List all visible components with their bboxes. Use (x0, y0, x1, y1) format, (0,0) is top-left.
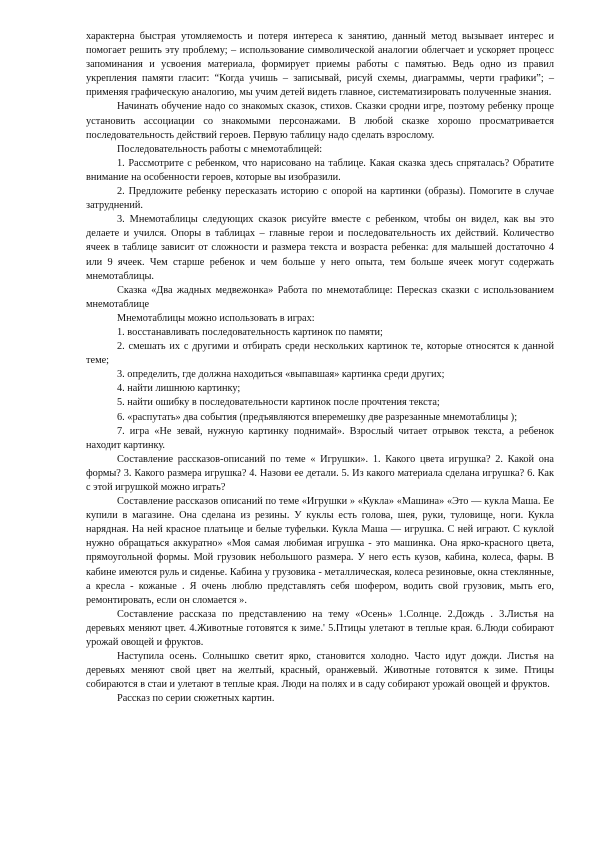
paragraph-tale-greedy-bears: Сказка «Два жадных медвежонка» Работа по мнемотаблице: Пересказ сказки с использованием мнемотаблице (86, 284, 554, 310)
paragraph-game-2: 2. смешать их с другими и отбирать среди нескольких картинок те, которые относятся к данной теме; (86, 341, 554, 367)
paragraph-toys-description-examples: Составление рассказов описаний по теме «Игрушки » «Кукла» «Машина» «Это — кукла Маша. Ее купили в магазине. Она сделана из резины. У куклы есть голова, шея, руки, туловище, ноги. Кукла нарядная. На ней красное платьице и белые туфельки. Кукла Маша — игрушка. С ней играют. С куклой нужно обращаться аккуратно» «Моя самая любимая игрушка - это машинка. Она ярко-красного цвета, прямоугольной формы. Мой грузовик небольшого размера. У него есть кузов, кабина, колеса, фары. В кабине имеются руль и сиденье. Кабина у грузовика - металлическая, колеса резиновые, окна стеклянные, а кресла - кожаные . Я очень люблю представлять себя шофером, водить свой грузовик, мыть его, ремонтировать, если он сломается ». (86, 496, 554, 606)
paragraph-work-sequence-heading: Последовательность работы с мнемотаблицей: (117, 143, 323, 155)
paragraph-picture-series: Рассказ по серии сюжетных картин. (117, 693, 275, 705)
document-page (86, 30, 554, 707)
paragraph-step-1: 1. Рассмотрите с ребенком, что нарисовано на таблице. Какая сказка здесь спряталась? Обратите внимание на особенности героев, которые вы изобразили. (86, 157, 554, 183)
paragraph-games-heading: Мнемотаблицы можно использовать в играх: (117, 312, 315, 324)
paragraph-step-3: 3. Мнемотаблицы следующих сказок рисуйте вместе с ребенком, чтобы он видел, как вы это делаете и учился. Опоры в таблицах – главные герои и последовательность их действий. Количество ячеек в таблице зависит от сложности и размера текста и возраста ребенка: для малышей достаточно 4 или 9 ячеек. Чем старше ребенок и чем больше у него опыта, тем больше ячеек могут содержать мнемотаблицы. (86, 214, 554, 282)
paragraph-game-4: 4. найти лишнюю картинку; (117, 383, 241, 395)
paragraph-autumn-plan: Составление рассказа по представлению на тему «Осень» 1.Солнце. 2.Дождь . 3.Листья на деревьях меняют цвет. 4.Животные готовятся к зиме.' 5.Птицы улетают в теплые края. 6.Люди собирают урожай овощей и фруктов. (86, 608, 554, 649)
paragraph-game-7: 7. игра «Не зевай, нужную картинку поднимай». Взрослый читает отрывок текста, а ребенок находит картинку. (86, 425, 554, 451)
paragraph-game-6: 6. «распутать» два события (предъявляются вперемешку две разрезанные мнемотаблицы ); (117, 411, 518, 423)
paragraph-game-5: 5. найти ошибку в последовательности картинок после прочтения текста; (117, 397, 440, 409)
paragraph-start-with-familiar-tales: Начинать обучение надо со знакомых сказок, стихов. Сказки сродни игре, поэтому ребенку проще установить ассоциации со знакомыми персонажами. В любой сказке хорошо просматривается последовательность действий героев. Первую таблицу надо сделать взрослому. (86, 101, 554, 141)
paragraph-game-1: 1. восстанавливать последовательность картинок по памяти; (117, 326, 383, 338)
paragraph-step-2: 2. Предложите ребенку пересказать историю с опорой на картинки (образы). Помогите в случае затруднений. (86, 186, 554, 212)
paragraph-game-3: 3. определить, где должна находиться «выпавшая» картинка среди других; (117, 369, 445, 381)
paragraph-toys-description-questions: Составление рассказов-описаний по теме « Игрушки». 1. Какого цвета игрушка? 2. Какой она формы? 3. Какого размера игрушка? 4. Назови ее детали. 5. Из какого материала сделана игрушка? 6. Как с этой игрушкой можно играть? (86, 453, 554, 493)
paragraph-autumn-story: Наступила осень. Солнышко светит ярко, становится холодно. Часто идут дожди. Листья на деревьях меняют свой цвет на желтый, красный, оранжевый. Животные готовятся к зиме. Птицы собираются в стаи и улетают в теплые края. Люди на полях и в саду собирают урожай овощей и фруктов. (86, 651, 554, 691)
paragraph-continuation: характерна быстрая утомляемость и потеря интереса к занятию, данный метод вызывает интерес и помогает решить эту проблему; – использование символической аналогии облегчает и ускоряет процесс запоминания и усвоения материала, формирует приемы работы с памятью. Ведь одно из правил укрепления памяти гласит: “Когда учишь – записывай, рисуй схемы, диаграммы, черти графики”; – применяя графическую аналогию, мы учим детей видеть главное, систематизировать полученные знания. (86, 31, 554, 99)
